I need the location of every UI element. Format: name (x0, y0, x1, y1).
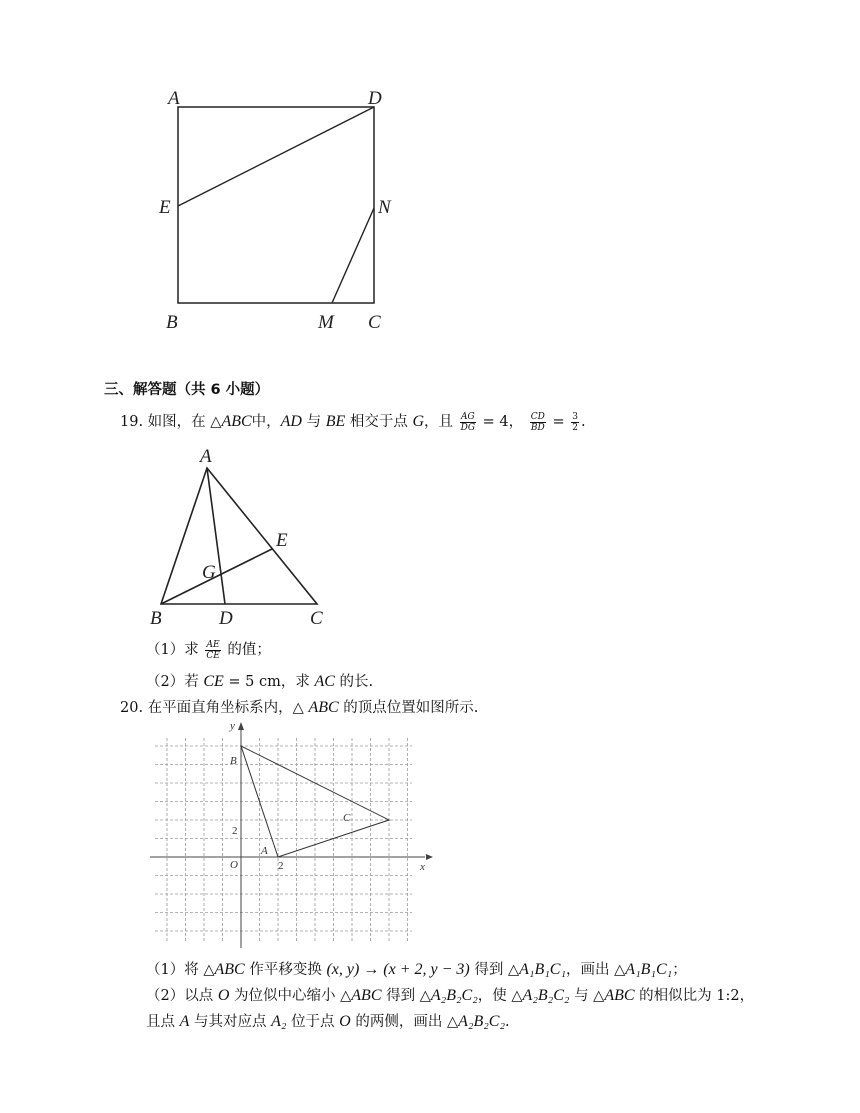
q19-tri: △ (210, 414, 222, 430)
q20-text-prefix: 在平面直角坐标系内，△ (147, 700, 304, 716)
q19-part2-prefix: （2）若 (146, 674, 199, 690)
q19-number: 19. (120, 414, 144, 430)
q20-p1-h: A₁B₁C₁ (625, 961, 673, 978)
grid-lines (155, 738, 412, 943)
q20-p2-a: （2）以点 (146, 988, 214, 1004)
q19-part1-prefix: （1）求 (146, 642, 199, 658)
q20-p2-g: ，使 △ (477, 988, 523, 1004)
q20-p1-b: ABC (214, 961, 245, 978)
label-M: M (318, 312, 334, 333)
triangle-figure (140, 442, 340, 632)
triangle-abc (161, 468, 317, 604)
q19-part2-ac: AC (314, 673, 335, 690)
tri-label-C: C (310, 608, 323, 629)
q20-p2-f: A₂B₂C₂ (430, 987, 478, 1004)
q20-p1-c: 作平移变换 (249, 962, 322, 978)
grid-x-label: x (420, 861, 425, 873)
q20-p2l2-e: 位于点 (291, 1014, 335, 1030)
grid-tick-y: 2 (232, 825, 238, 837)
square-figure (150, 80, 410, 340)
q20-text-suffix: 的顶点位置如图所示. (343, 700, 479, 716)
q19-part2 (146, 670, 373, 691)
q19-be: BE (325, 413, 346, 430)
grid-label-A: A (261, 845, 268, 857)
q20-p1-a: （1）将 △ (146, 962, 215, 978)
segment-mn (332, 208, 374, 303)
q20-statement (120, 696, 478, 717)
x-axis-arrow (426, 854, 433, 860)
q19-statement (120, 410, 586, 433)
q20-p2l2-g: 的两侧，画出 △ (355, 1014, 459, 1030)
label-C: C (368, 312, 381, 333)
q20-p2l2-d: A₂ (271, 1013, 287, 1030)
q20-p2-c: 为位似中心缩小 △ (234, 988, 352, 1004)
q20-p2-e: 得到 △ (386, 988, 431, 1004)
coordinate-grid (150, 718, 440, 950)
q19-part1-suffix: 的值； (227, 642, 271, 658)
y-axis-arrow (238, 722, 244, 730)
segment-ad (207, 468, 225, 604)
q19-mid4: ，且 (424, 414, 454, 430)
q19-frac-ag-dg: $\frac{AG}{DG}$ (460, 411, 476, 433)
q19-frac-3-2: $\frac{3}{2}$ (572, 411, 578, 433)
q20-p2-j: ABC (604, 987, 635, 1004)
segment-ed (178, 107, 374, 206)
grid-origin-label: O (230, 859, 238, 871)
q20-abc: ABC (308, 699, 339, 716)
label-D: D (368, 88, 382, 109)
q20-p2-d: ABC (351, 987, 382, 1004)
q19-text-prefix: 如图，在 (147, 414, 206, 430)
grid-y-label: y (230, 720, 235, 732)
q20-p2l2-h: A₂B₂C₂ (458, 1013, 506, 1030)
q20-p2-i: 与 △ (574, 988, 605, 1004)
q20-p2l2-f: O (339, 1013, 351, 1030)
q19-part2-suffix: 的长. (339, 674, 374, 690)
tri-label-E: E (276, 530, 288, 551)
q20-p2l2-i: . (505, 1014, 510, 1030)
q19-frac-ae-ce: $\frac{AE}{CE}$ (206, 639, 220, 661)
q19-mid2: 与 (306, 414, 322, 430)
q19-ad: AD (280, 413, 302, 430)
label-N: N (378, 197, 391, 218)
q20-p2l2-c: 与其对应点 (194, 1014, 267, 1030)
tri-label-A: A (200, 446, 212, 467)
q19-eq2: = (552, 414, 565, 430)
label-E: E (159, 197, 171, 218)
tri-label-D: D (219, 608, 233, 629)
q19-abc: ABC (221, 413, 252, 430)
q20-p2l2-b: A (179, 1013, 190, 1030)
q20-p2l2-a: 且点 (146, 1014, 175, 1030)
q20-p1-f: A₁B₁C₁ (519, 961, 567, 978)
label-A: A (168, 88, 180, 109)
q20-p1-g: ，画出 △ (566, 962, 626, 978)
q20-number: 20. (120, 700, 144, 716)
q20-part2-line2 (146, 1010, 510, 1031)
q20-p2-b: O (217, 987, 230, 1004)
q20-p1-d: (x, y) → (x + 2, y − 3) (326, 961, 470, 978)
grid-label-B: B (230, 755, 237, 767)
q19-frac-cd-bd: $\frac{CD}{BD}$ (530, 411, 545, 433)
tri-label-B: B (150, 608, 162, 629)
q20-part1 (146, 958, 687, 979)
q19-mid3: 相交于点 (349, 414, 408, 430)
q19-mid1: 中， (251, 414, 281, 430)
q20-p1-i: ； (672, 962, 687, 978)
q20-p1-e: 得到 △ (474, 962, 520, 978)
q19-part1 (146, 638, 271, 661)
tri-label-G: G (202, 562, 216, 583)
q19-eq1: = 4， (482, 414, 524, 430)
q19-part2-ce: CE (203, 673, 224, 690)
q20-p2-k: 的相似比为 1:2， (639, 988, 755, 1004)
section-title: 三、解答题（共 6 小题） (104, 382, 270, 398)
q19-g: G (412, 413, 425, 430)
grid-tick-x: 2 (278, 860, 284, 872)
label-B: B (166, 312, 178, 333)
q19-part2-eq: = 5 cm，求 (228, 674, 310, 690)
q20-part2-line1 (146, 984, 754, 1005)
grid-label-C: C (343, 812, 351, 824)
q19-end: . (580, 414, 586, 430)
q20-p2-h: A₂B₂C₂ (522, 987, 570, 1004)
